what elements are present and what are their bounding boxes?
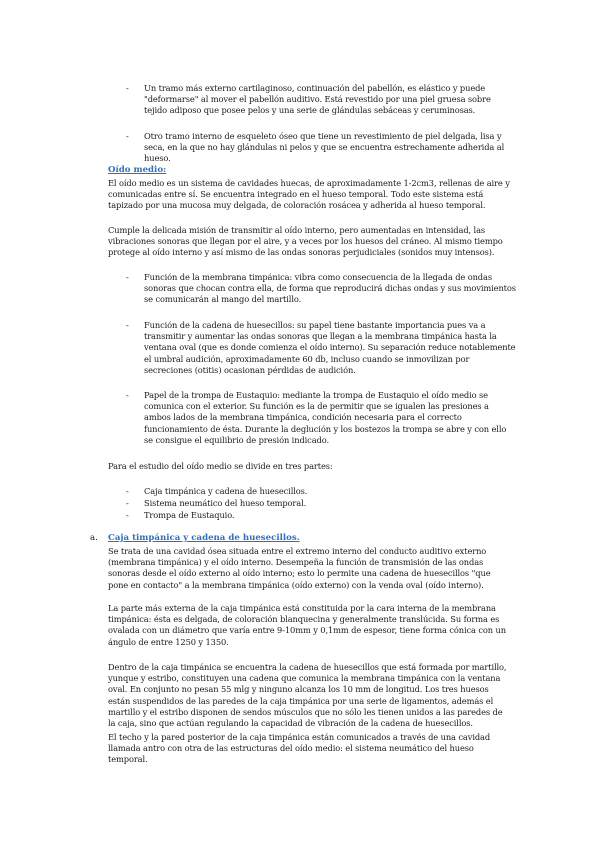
list-dash: - <box>126 486 129 496</box>
list-item: Función de la cadena de huesecillos: su papel tiene bastante importancia pues va a transmitir y aumentar las ondas sonoras que llegan a la membrana timpánica hasta la ventana oval (que es donde comienza el oído interno). Su separación reduce notablemente el umbral audición, aproximadamente 60 db, incluso cuando se inmovilizan por secreciones (otitis) ocasionan pérdidas de audición. <box>144 320 516 375</box>
list-item: Sistema neumático del hueso temporal. <box>144 498 307 508</box>
list-item: Función de la membrana timpánica: vibra como consecuencia de la llegada de ondas sonoras que chocan contra ella, de forma que reproducirá dichas ondas y sus movimientos se comunicarán al mango del martillo. <box>144 272 516 305</box>
list-dash: - <box>126 510 129 520</box>
list-dash: - <box>126 498 129 508</box>
list-dash: - <box>126 272 129 282</box>
paragraph: La parte más externa de la caja timpánica está constituida por la cara interna de la membrana timpánica: ésta es delgada, de coloración blanquecina y generalmente translúcida. Su forma es ovalada con un diámetro que varía entre 9-10mm y 0,1mm de espesor, tiene forma cónica con un ángulo de entre 1250 y 1350. <box>108 603 506 647</box>
paragraph: El techo y la pared posterior de la caja timpánica están comunicados a través de una cavidad llamada antro con otra de las estructuras del oído medio: el sistema neumático del hueso temporal. <box>108 732 491 765</box>
list-dash: - <box>126 83 129 93</box>
paragraph: Cumple la delicada misión de transmitir al oído interno, pero aumentadas en intensidad, las vibraciones sonoras que llegan por el aire, y a veces por los huesos del cráneo. Al mismo tiempo protege al oído interno y así mismo de las ondas sonoras perjudiciales (sonidos muy intensos). <box>108 225 503 258</box>
paragraph: Se trata de una cavidad ósea situada entre el extremo interno del conducto auditivo externo (membrana timpánica) y el oído interno. Desempeña la función de transmisión de las ondas sonoras desde el oído externo al oído interno; esto lo permite una cadena de huesecillos "que pone en contacto" a la membrana timpánica (oído externo) con la venda oval (oído interno). <box>108 546 491 590</box>
paragraph: El oído medio es un sistema de cavidades huecas, de aproximadamente 1-2cm3, rellenas de aire y comunicadas entre sí. Se encuentra integrado en el hueso temporal. Todo este sistema está tapizado por una mucosa muy delgada, de coloración rosácea y adherida al hueso temporal. <box>108 178 510 211</box>
list-dash: - <box>126 390 129 400</box>
list-dash: - <box>126 131 129 141</box>
list-item: Un tramo más externo cartilaginoso, continuación del pabellón, es elástico y puede "deformarse" al mover el pabellón auditivo. Está revestido por una piel gruesa sobre tejido adiposo que posee pelos y una serie de glándulas sebáceas y ceruminosas. <box>144 83 491 116</box>
section-heading-caja-timpanica: Caja timpánica y cadena de huesecillos. <box>108 533 300 543</box>
section-heading-oido-medio: Oído medio: <box>108 165 167 175</box>
list-item: Trompa de Eustaquio. <box>144 510 235 520</box>
list-item: Caja timpánica y cadena de huesecillos. <box>144 486 308 496</box>
paragraph: Dentro de la caja timpánica se encuentra la cadena de huesecillos que está formada por martillo, yunque y estribo, constituyen una cadena que comunica la membrana timpánica con la ventana oval. En conjunto no pesan 55 mlg y ninguno alcanza los 10 mm de longitud. Los tres huesos están suspendidos de las paredes de la caja timpánica por una serie de ligamentos, además el martillo y el estribo disponen de sendos músculos que no sólo les tienen unidos a las paredes de la caja, sino que actúan regulando la capacidad de vibración de la cadena de huesecillos. <box>108 662 507 729</box>
list-marker: a. <box>90 533 98 543</box>
list-dash: - <box>126 320 129 330</box>
list-item: Otro tramo interno de esqueleto óseo que tiene un revestimiento de piel delgada, lisa y seca, en la que no hay glándulas ni pelos y que se encuentra estrechamente adherida al hueso. <box>144 131 505 164</box>
paragraph: Para el estudio del oído medio se divide en tres partes: <box>108 461 333 471</box>
list-item: Papel de la trompa de Eustaquio: mediante la trompa de Eustaquio el oído medio se comunica con el exterior. Su función es la de permitir que se igualen las presiones a ambos lados de la membrana timpánica, condición necesaria para el correcto funcionamiento de ésta. Durante la deglución y los bostezos la trompa se abre y con ello se consigue el equilibrio de presión indicado. <box>144 390 507 445</box>
